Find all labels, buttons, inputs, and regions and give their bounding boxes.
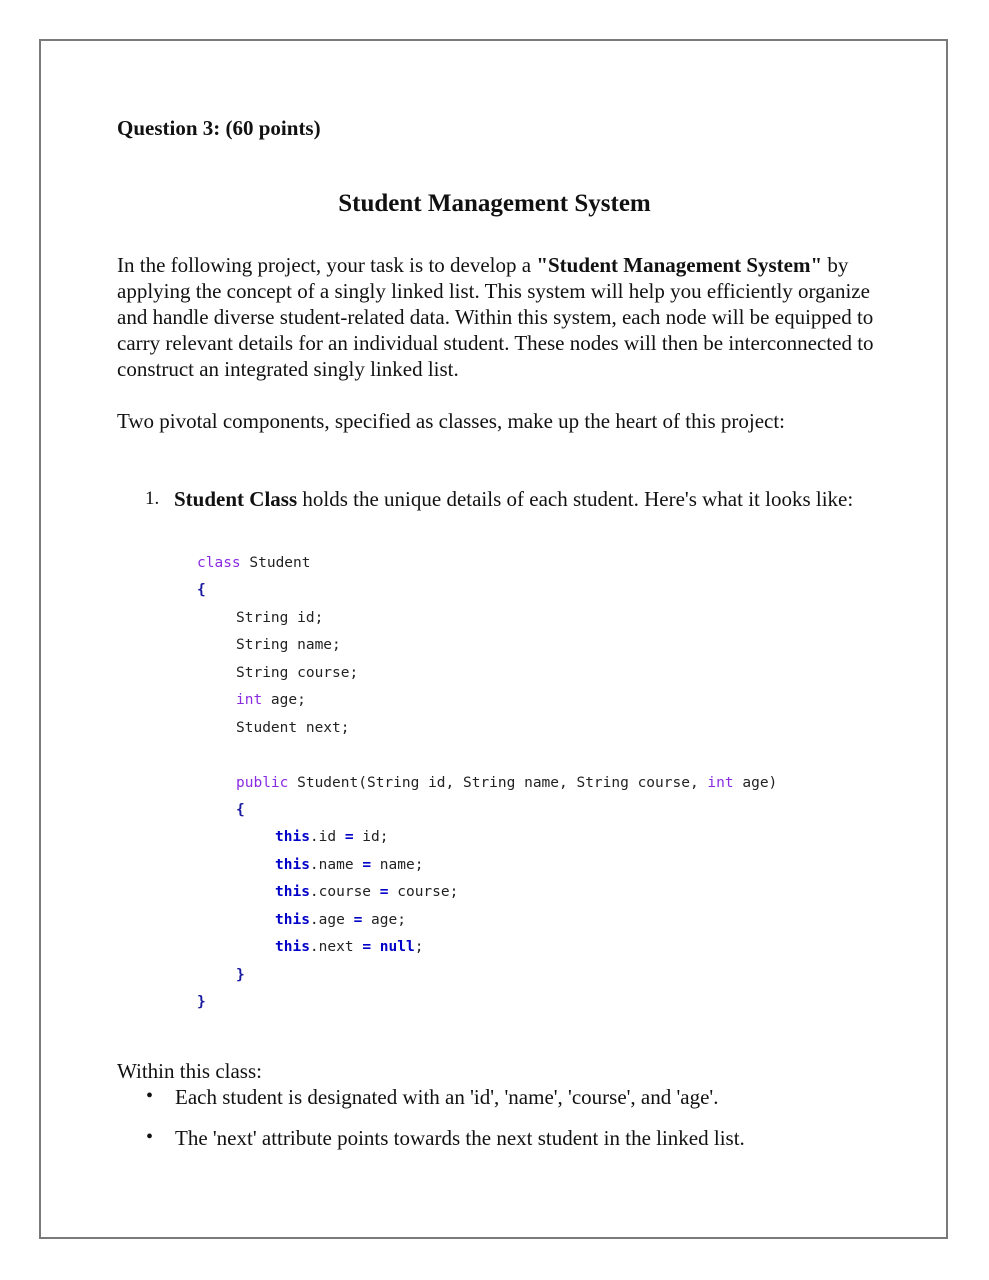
code-line: this.id = id; <box>275 829 389 846</box>
bullet-item: The 'next' attribute points towards the next student in the linked list. <box>175 1126 745 1150</box>
bullet-icon: • <box>146 1126 154 1148</box>
code-line: Student next; <box>236 719 350 736</box>
document-title: Student Management System <box>338 190 651 217</box>
intro-paragraph: In the following project, your task is to develop a "Student Management System" by applying the concept of a singly linked list. This system will help you efficiently organize and handle diverse student-related data. Within this system, each node will be equipped to carry relevant details for an individual student. These nodes will then be interconnected to construct an integrated singly linked list. <box>117 253 874 381</box>
code-line: class Student <box>197 555 311 571</box>
question-header: Question 3: (60 points) <box>117 116 321 140</box>
components-intro: Two pivotal components, specified as classes, make up the heart of this project: <box>117 409 786 433</box>
code-line: this.course = course; <box>275 884 459 901</box>
code-line: String course; <box>236 664 359 681</box>
code-line: public Student(String id, String name, String course, int age) <box>236 774 778 791</box>
code-line: String id; <box>236 609 324 626</box>
code-line: this.next = null; <box>275 939 424 956</box>
bullet-item: Each student is designated with an 'id', 'name', 'course', and 'age'. <box>175 1085 719 1109</box>
code-block <box>197 550 777 1016</box>
code-line: int age; <box>236 692 306 709</box>
list-item-student-class: Student Class holds the unique details of each student. Here's what it looks like: <box>174 487 854 511</box>
within-label: Within this class: <box>117 1059 262 1083</box>
code-line: this.age = age; <box>275 911 406 928</box>
code-line <box>197 742 777 769</box>
code-line: { <box>236 801 245 818</box>
list-item-number: 1. <box>145 488 160 509</box>
code-line: } <box>236 966 245 983</box>
code-line: { <box>197 582 206 599</box>
code-line: } <box>197 994 206 1010</box>
code-line: this.name = name; <box>275 856 424 873</box>
bullet-icon: • <box>146 1085 154 1107</box>
code-line: String name; <box>236 637 341 654</box>
